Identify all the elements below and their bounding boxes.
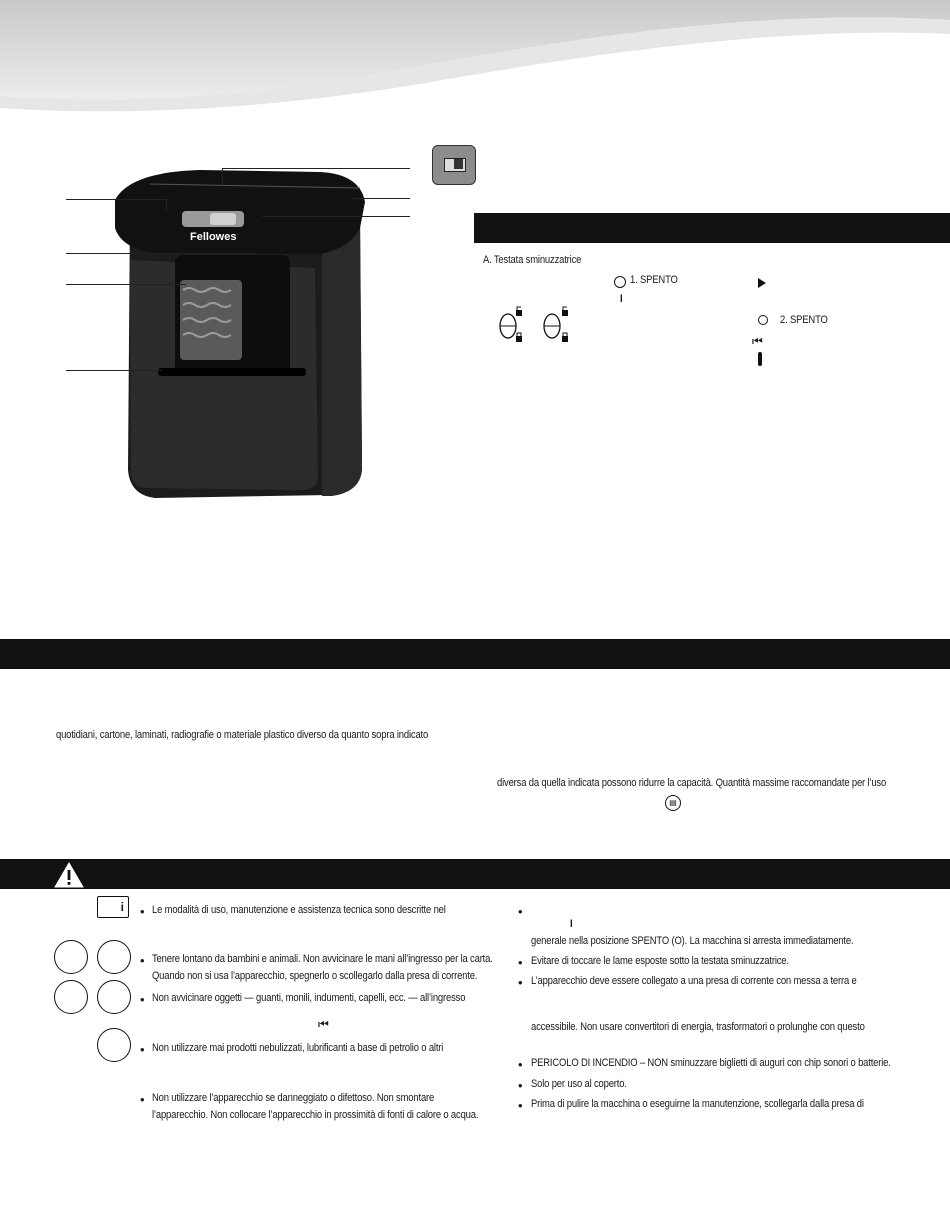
bullet: • — [518, 955, 523, 970]
safety-left-3: Quando non si usa l’apparecchio, spegnerlo o scollegarlo dalla presa di corrente. — [152, 970, 478, 982]
brand-logo: Fellowes — [190, 231, 237, 243]
callout-line-2 — [66, 253, 256, 254]
safety-right-1: I — [570, 918, 573, 930]
bullet: • — [140, 1092, 145, 1107]
safety-left-7: l’apparecchio. Non collocare l’apparecchio in prossimità di fonti di calore o acqua. — [152, 1109, 479, 1121]
safety-right-4: L’apparecchio deve essere collegato a una presa di corrente con messa a terra e — [531, 975, 857, 987]
warning-icon — [54, 862, 84, 888]
no-aerosol-icon — [97, 1028, 131, 1062]
no-hair-icon — [54, 980, 88, 1014]
bullet: • — [140, 904, 145, 919]
bullet: • — [518, 904, 523, 919]
thermometer-icon — [758, 352, 762, 366]
safety-header-band — [0, 859, 950, 889]
switch-off-1: 1. SPENTO — [630, 274, 678, 286]
callout-line-r2 — [352, 198, 410, 199]
bullet: • — [140, 1042, 145, 1057]
top-wave-decoration — [0, 0, 950, 120]
bullet: • — [140, 953, 145, 968]
off-circle-icon — [614, 276, 626, 288]
safety-left-1: Le modalità di uso, manutenzione e assistenza tecnica sono descritte nel — [152, 904, 446, 916]
bullet: • — [518, 1078, 523, 1093]
callout-line-1 — [66, 199, 166, 200]
no-ties-icon — [97, 980, 131, 1014]
document-icon: ▤ — [665, 795, 681, 811]
safety-right-7: Solo per uso al coperto. — [531, 1078, 627, 1090]
reverse-icon-2: ⏮ — [318, 1017, 329, 1031]
bullet: • — [518, 975, 523, 990]
safety-left-4: Non avvicinare oggetti — guanti, monili, indumenti, capelli, ecc. — all’ingresso — [152, 992, 466, 1004]
capacity-line-1: quotidiani, cartone, laminati, radiografie o materiale plastico diverso da quanto sopra indicato — [56, 729, 429, 741]
no-children-icon — [54, 940, 88, 974]
manual-info-icon: i — [97, 896, 129, 918]
bullet: • — [140, 992, 145, 1007]
capacity-line-2: diversa da quella indicata possono ridurre la capacità. Quantità massime raccomandate per l’uso — [497, 777, 887, 789]
callout-line-1b — [166, 199, 167, 211]
switch-on-mark: I — [620, 293, 623, 305]
safety-left-6: Non utilizzare l’apparecchio se danneggiato o difettoso. Non smontare — [152, 1092, 435, 1104]
bullet: • — [518, 1057, 523, 1072]
bullet: • — [518, 1098, 523, 1113]
no-hands-icon — [97, 940, 131, 974]
safety-left-2: Tenere lontano da bambini e animali. Non avvicinare le mani all’ingresso per la carta. — [152, 953, 493, 965]
safety-right-2: generale nella posizione SPENTO (O). La macchina si arresta immediatamente. — [531, 935, 854, 947]
safety-right-3: Evitare di toccare le lame esposte sotto la testata sminuzzatrice. — [531, 955, 789, 967]
capacity-header-band — [0, 639, 950, 669]
callout-line-r1b — [222, 168, 223, 184]
lock-icons — [496, 304, 576, 346]
callout-line-r3 — [262, 216, 410, 217]
callout-line-4 — [66, 370, 162, 371]
safety-right-8: Prima di pulire la macchina o eseguirne la manutenzione, scollegarla dalla presa di — [531, 1098, 864, 1110]
switch-off-2: 2. SPENTO — [780, 314, 828, 326]
safety-left-5: Non utilizzare mai prodotti nebulizzati, lubrificanti a base di petrolio o altri — [152, 1042, 444, 1054]
callout-line-r1 — [222, 168, 410, 169]
safety-right-6: PERICOLO DI INCENDIO – NON sminuzzare biglietti di auguri con chip sonori o batterie. — [531, 1057, 891, 1069]
off-circle-icon-2 — [758, 315, 768, 325]
reverse-icon: ⏮ — [752, 334, 763, 348]
safety-right-5: accessibile. Non usare convertitori di energia, trasformatori o prolunghe con questo — [531, 1021, 865, 1033]
switch-icon — [432, 145, 476, 185]
shredder-illustration — [60, 150, 470, 510]
product-header-band — [474, 213, 950, 243]
forward-icon — [758, 278, 766, 288]
head-label: A. Testata sminuzzatrice — [483, 254, 582, 266]
callout-line-3 — [66, 284, 186, 285]
